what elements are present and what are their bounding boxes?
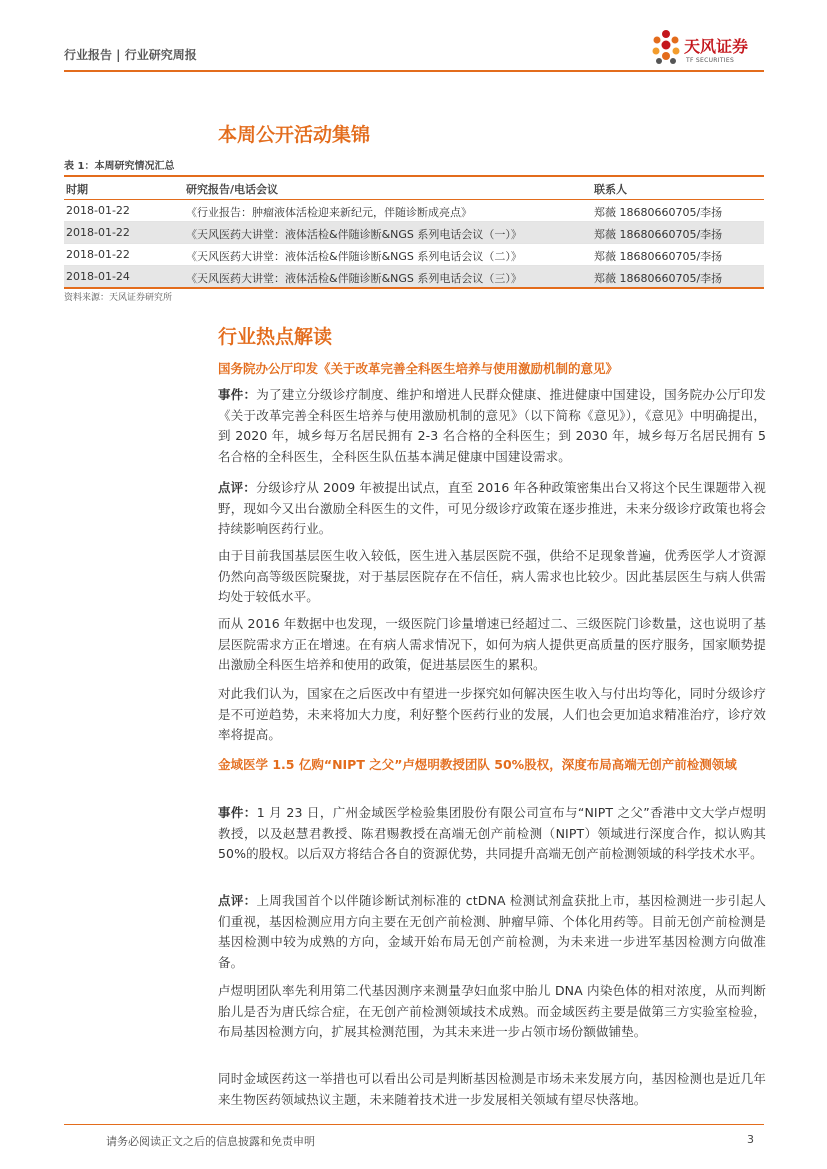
news1-conclusion-paragraph: 对此我们认为，国家在之后医改中有望进一步探究如何解决医生收入与付出均等化，同时分级诊疗是不可逆趋势，未来将加大力度，利好整个医药行业的发展，人们也会更加追求精准治疗，诊疗效率将提高。 xyxy=(218,686,766,742)
table-header-report: 研究报告/电话会议 xyxy=(186,183,279,196)
comment-text: 分级诊疗从 2009 年被提出试点，直至 2016 年各种政策密集出台又将这个民生课题带入视野，现如今又出台激励全科医生的文件，可见分级诊疗政策在逐步推进，未来分级诊疗政策也将会持续影响医药行业。 xyxy=(218,480,766,536)
news2-comment-paragraph xyxy=(218,891,766,973)
table-cell-contact: 郑薇 18680660705/李扬 xyxy=(594,250,723,263)
table-row xyxy=(64,200,764,222)
comment-text: 上周我国首个以伴随诊断试剂标准的 ctDNA 检测试剂盒获批上市，基因检测进一步引起人们重视，基因检测应用方向主要在无创产前检测、肿瘤早筛、个体化用药等。目前无创产前检测是基因检测中较为成熟的方向，金域开始布局无创产前检测，为未来进一步进军基因检测方向做准备。 xyxy=(218,893,766,970)
logo-name: 天风证券 xyxy=(684,37,749,56)
news1-event-paragraph xyxy=(218,385,766,467)
event-text: 为了建立分级诊疗制度、维护和增进人民群众健康、推进健康中国建设，国务院办公厅印发《关于改革完善全科医生培养与使用激励机制的意见》（以下简称《意见》），《意见》中明确提出，到 2020 年，城乡每万名居民拥有 2-3 名合格的全科医生；到 2030 年，城乡每万名居民拥有 5 名合格的全科医生，全科医生队伍基本满足健康中国建设需求。 xyxy=(218,387,766,464)
table-caption: 表 1：本周研究情况汇总 xyxy=(64,161,175,172)
table-cell-date: 2018-01-22 xyxy=(66,248,130,261)
news2-event-paragraph xyxy=(218,803,766,865)
table-cell-contact: 郑薇 18680660705/李扬 xyxy=(594,206,723,219)
table-row xyxy=(64,244,764,266)
table-cell-report: 《行业报告：肿瘤液体活检迎来新纪元，伴随诊断成亮点》 xyxy=(186,206,472,219)
news2-analysis-paragraph: 卢煜明团队率先利用第二代基因测序来测量孕妇血浆中胎儿 DNA 内染色体的相对浓度，从而判断胎儿是否为唐氏综合症，在无创产前检测领域技术成熟。而金域医药主要是做第三方实验室检验，布局基因检测方向，扩展其检测范围，为其未来进一步占领市场份额做铺垫。 xyxy=(218,983,766,1039)
research-summary-table xyxy=(64,175,764,289)
news-title-gp-policy: 国务院办公厅印发《关于改革完善全科医生培养与使用激励机制的意见》 xyxy=(218,361,619,376)
news1-data-paragraph: 而从 2016 年数据中也发现，一级医院门诊量增速已经超过二、三级医院门诊数量，这也说明了基层医院需求方正在增速。在有病人需求情况下，如何为病人提供更高质量的医疗服务，国家顺势提出激励全科医生培养和使用的政策，促进基层医生的累积。 xyxy=(218,616,766,672)
table-row xyxy=(64,222,764,244)
table-cell-date: 2018-01-22 xyxy=(66,204,130,217)
table-cell-contact: 郑薇 18680660705/李扬 xyxy=(594,228,723,241)
table-cell-report: 《天风医药大讲堂：液体活检&伴随诊断&NGS 系列电话会议（三）》 xyxy=(186,272,522,285)
news1-analysis-paragraph: 由于目前我国基层医生收入较低，医生进入基层医院不强，供给不足现象普遍，优秀医学人才资源仍然向高等级医院聚拢，对于基层医院存在不信任，病人需求也比较少。因此基层医生与病人供需均处于较低水平。 xyxy=(218,548,766,604)
page-number: 3 xyxy=(747,1133,754,1146)
event-label: 事件： xyxy=(218,387,257,402)
table-row xyxy=(64,266,764,289)
comment-label: 点评： xyxy=(218,480,256,495)
event-text: 1 月 23 日，广州金域医学检验集团股份有限公司宣布与“NIPT 之父”香港中文大学卢煜明教授，以及赵慧君教授、陈君赐教授在高端无创产前检测（NIPT）领域进行深度合作，拟认购其 50%的股权。以后双方将结合各自的资源优势，共同提升高端无创产前检测领域的科学技术水平。 xyxy=(218,805,766,861)
section-title-weekly-activities: 本周公开活动集锦 xyxy=(218,124,371,146)
header-breadcrumb: 行业报告 | 行业研究周报 xyxy=(64,48,197,62)
table-source-note: 资料来源：天风证券研究所 xyxy=(64,293,173,303)
news1-comment-paragraph xyxy=(218,478,766,540)
news2-conclusion-paragraph: 同时金域医药这一举措也可以看出公司是判断基因检测是市场未来发展方向，基因检测也是近几年来生物医药领域热议主题，未来随着技术进一步发展相关领域有望尽快落地。 xyxy=(218,1071,766,1107)
flower-logo-icon xyxy=(648,28,684,70)
table-cell-report: 《天风医药大讲堂：液体活检&伴随诊断&NGS 系列电话会议（一）》 xyxy=(186,228,522,241)
table-header-row xyxy=(64,175,764,200)
comment-label: 点评： xyxy=(218,893,257,908)
table-cell-date: 2018-01-22 xyxy=(66,226,130,239)
table-cell-date: 2018-01-24 xyxy=(66,270,130,283)
footer-divider xyxy=(64,1124,764,1125)
footer-disclaimer: 请务必阅读正文之后的信息披露和免责申明 xyxy=(106,1135,315,1148)
table-header-date: 时期 xyxy=(66,183,88,196)
table-cell-report: 《天风医药大讲堂：液体活检&伴随诊断&NGS 系列电话会议（二）》 xyxy=(186,250,522,263)
event-label: 事件： xyxy=(218,805,257,820)
table-cell-contact: 郑薇 18680660705/李扬 xyxy=(594,272,723,285)
table-header-contact: 联系人 xyxy=(594,183,627,196)
header-divider xyxy=(64,70,764,72)
section-title-industry-hotspots: 行业热点解读 xyxy=(218,326,333,348)
logo-english-name: TF SECURITIES xyxy=(686,57,735,64)
company-logo xyxy=(648,28,768,70)
news-title-kingmed-nipt: 金域医学 1.5 亿购“NIPT 之父”卢煜明教授团队 50%股权，深度布局高端无创产前检测领域 xyxy=(218,757,737,772)
